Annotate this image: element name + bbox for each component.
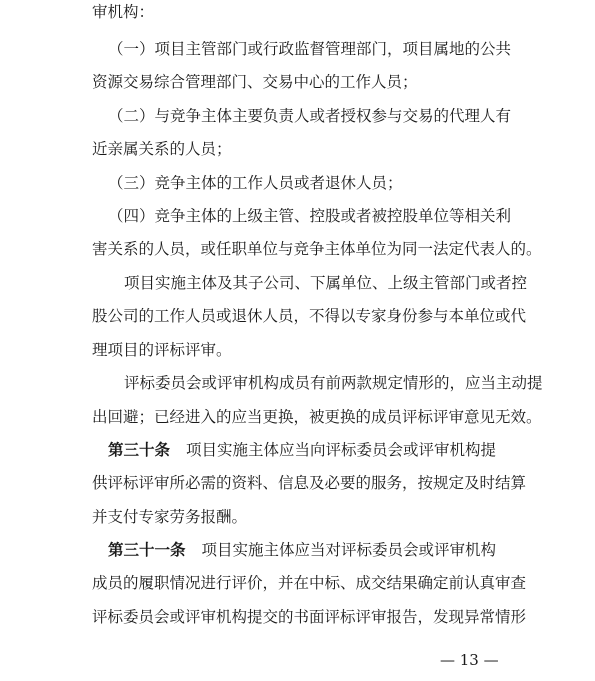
article-30-line-3: 并支付专家劳务报酬。 [92, 508, 248, 526]
paragraph-line: 出回避；已经进入的应当更换，被更换的成员评标评审意见无效。 [92, 408, 542, 426]
paragraph-line: 理项目的评标评审。 [92, 341, 232, 359]
article-31-line-2: 成员的履职情况进行评价，并在中标、成交结果确定前认真审查 [92, 574, 527, 592]
paragraph-line: 评标委员会或评审机构成员有前两款规定情形的，应当主动提 [124, 374, 543, 392]
article-31-line-1: 第三十一条 项目实施主体应当对评标委员会或评审机构 [108, 540, 497, 559]
article-31-heading: 第三十一条 [108, 540, 186, 559]
list-item-4-line-2: 害关系的人员，或任职单位与竞争主体单位为同一法定代表人的。 [92, 240, 542, 258]
article-31-line-3: 评标委员会或评审机构提交的书面评标评审报告，发现异常情形 [92, 608, 527, 626]
list-item-3-line-1: （三）竞争主体的工作人员或者退休人员； [108, 174, 403, 192]
page-number: — 13 — [440, 651, 499, 669]
article-30-line-2: 供评标评审所必需的资料、信息及必要的服务，按规定及时结算 [92, 474, 527, 492]
list-item-1-line-2: 资源交易综合管理部门、交易中心的工作人员； [92, 73, 418, 91]
paragraph-line: 项目实施主体及其子公司、下属单位、上级主管部门或者控 [124, 274, 528, 292]
article-30-line-1: 第三十条 项目实施主体应当向评标委员会或评审机构提 [108, 440, 497, 459]
list-item-4-line-1: （四）竞争主体的上级主管、控股或者被控股单位等相关利 [108, 207, 512, 225]
article-30-heading: 第三十条 [108, 440, 171, 459]
list-item-2-line-1: （二）与竞争主体主要负责人或者授权参与交易的代理人有 [108, 107, 512, 125]
list-item-1-line-1: （一）项目主管部门或行政监督管理部门，项目属地的公共 [108, 40, 512, 58]
paragraph-line: 股公司的工作人员或退休人员，不得以专家身份参与本单位或代 [92, 307, 527, 325]
paragraph-line: 审机构： [92, 3, 155, 21]
list-item-2-line-2: 近亲属关系的人员； [92, 140, 232, 158]
